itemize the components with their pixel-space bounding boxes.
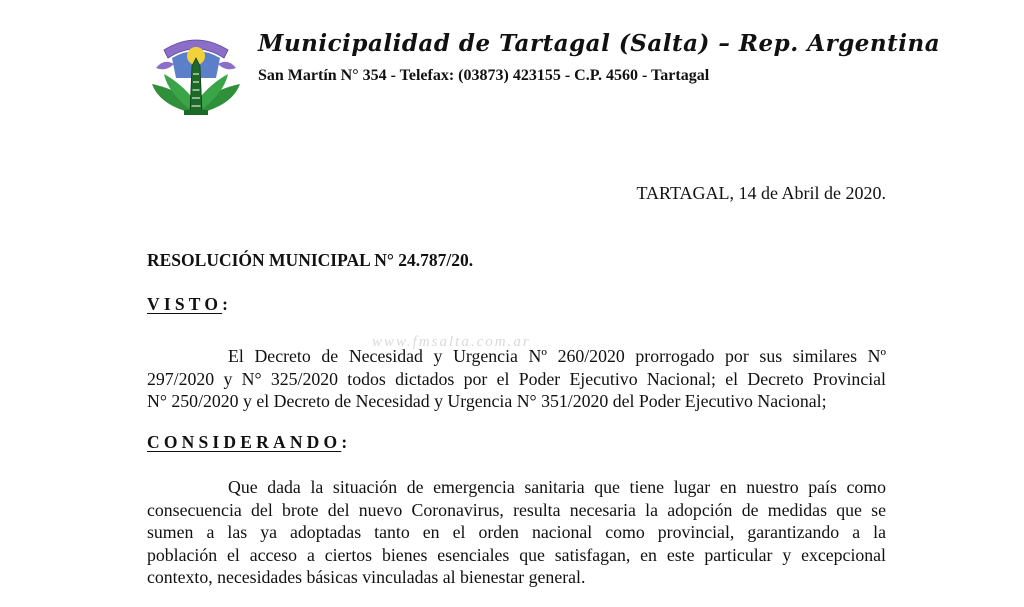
document-date: TARTAGAL, 14 de Abril de 2020.	[636, 183, 886, 203]
considerando-paragraph	[147, 476, 886, 589]
section-heading-visto	[147, 294, 232, 315]
paragraph-line: consecuencia del brote del nuevo Coronavirus, resulta necesaria la adopción de medidas que se	[147, 499, 886, 520]
section-heading-considerando	[147, 432, 351, 453]
paragraph-line: contexto, necesidades básicas vinculadas al bienestar general.	[147, 567, 586, 587]
paragraph-line: sumen a las ya adoptadas tanto en el orden nacional como provincial, garantizando a la	[147, 522, 886, 542]
paragraph-line: 297/2020 y N° 325/2020 todos dictados por el Poder Ejecutivo Nacional; el Decreto Provincial	[147, 368, 886, 389]
municipality-title: Municipalidad de Tartagal (Salta) – Rep. Argentina	[258, 30, 941, 57]
paragraph-line: población el acceso a ciertos bienes esenciales que satisfagan, en este particular y excepcional	[147, 544, 886, 565]
watermark-text: www.fmsalta.com.ar	[372, 334, 531, 350]
considerando-heading-text: CONSIDERANDO	[147, 432, 342, 452]
municipality-address: San Martín N° 354 - Telefax: (03873) 423155 - C.P. 4560 - Tartagal	[258, 67, 710, 84]
paragraph-line: Que dada la situación de emergencia sanitaria que tiene lugar en nuestro país como	[228, 477, 886, 497]
municipal-coat-of-arms-icon	[150, 28, 242, 120]
visto-paragraph	[147, 345, 886, 413]
visto-heading-text: VISTO	[147, 294, 223, 314]
paragraph-line: El Decreto de Necesidad y Urgencia Nº 260/2020 prorrogado por sus similares Nº	[228, 346, 886, 366]
paragraph-line: N° 250/2020 y el Decreto de Necesidad y Urgencia N° 351/2020 del Poder Ejecutivo Nacional;	[147, 391, 827, 411]
resolution-number: RESOLUCIÓN MUNICIPAL N° 24.787/20.	[147, 250, 474, 270]
visto-heading-colon: :	[222, 294, 233, 314]
considerando-heading-colon: :	[341, 432, 352, 452]
